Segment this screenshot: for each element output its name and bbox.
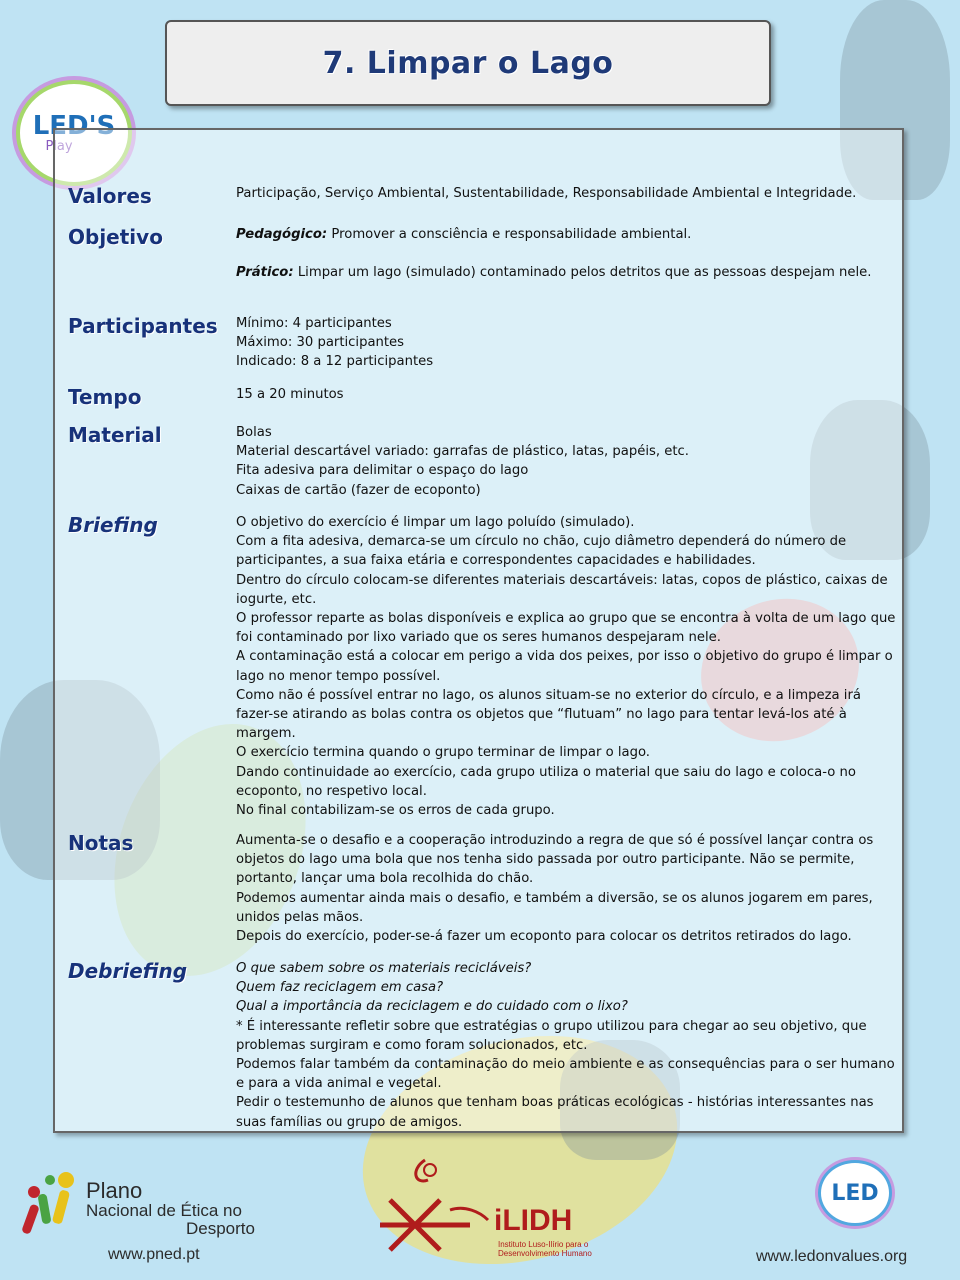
debriefing-question: O que sabem sobre os materiais recicláveis? (236, 961, 532, 976)
participantes-label: Participantes (68, 314, 218, 338)
pned-line3: Desporto (186, 1219, 255, 1238)
debriefing-line: Pedir o testemunho de alunos que tenham boas práticas ecológicas - histórias interessantes nas suas famílias ou grupo de amigos. (236, 1095, 874, 1130)
valores-text: Participação, Serviço Ambiental, Sustentabilidade, Responsabilidade Ambiental e Integridade. (236, 186, 857, 201)
briefing-label: Briefing (68, 513, 158, 537)
participantes-line: Mínimo: 4 participantes (236, 316, 392, 331)
objetivo-content (236, 225, 900, 282)
briefing-line: No final contabilizam-se os erros de cada grupo. (236, 803, 555, 819)
pedagogico-text: Promover a consciência e responsabilidade ambiental. (327, 227, 692, 242)
title-box (165, 20, 771, 106)
tempo-label: Tempo (68, 385, 142, 409)
material-line: Material descartável variado: garrafas de plástico, latas, papéis, etc. (236, 444, 689, 460)
pned-name (86, 1180, 255, 1238)
briefing-line: Dando continuidade ao exercício, cada grupo utiliza o material que saiu do lago e coloca-o no ecoponto, no respetivo local. (236, 764, 856, 799)
page-title: 7. Limpar o Lago (322, 45, 614, 81)
leds-logo-sub: Play (45, 138, 73, 154)
ilidh-logo-icon (370, 1150, 490, 1262)
notas-line: Depois do exercício, poder-se-á fazer um ecoponto para colocar os detritos retirados do lago. (236, 929, 852, 945)
led-logo-name: LED (831, 1180, 879, 1206)
notas-label: Notas (68, 831, 134, 855)
tempo-text: 15 a 20 minutos (236, 387, 344, 402)
notas-line: Aumenta-se o desafio e a cooperação introduzindo a regra de que só é possível lançar contra os objetos do lago uma bola que nos tenha sido passada por outro participante. Não se permite, portanto, lançar uma bola recolhida do chão. (236, 833, 874, 887)
material-line: Bolas (236, 425, 272, 440)
pratico-text: Limpar um lago (simulado) contaminado pelos detritos que as pessoas despejam nele. (293, 265, 872, 281)
led-on-values-logo (818, 1160, 892, 1226)
participantes-line: Máximo: 30 participantes (236, 335, 405, 351)
debriefing-question: Qual a importância da reciclagem e do cuidado com o lixo? (236, 999, 628, 1015)
ilidh-name: iLIDH (494, 1204, 573, 1237)
material-line: Fita adesiva para delimitar o espaço do lago (236, 463, 529, 479)
debriefing-line: Podemos falar também da contaminação do meio ambiente e as consequências para o ser humano e para a vida animal e vegetal. (236, 1057, 895, 1092)
pned-url: www.pned.pt (108, 1246, 200, 1263)
objetivo-label: Objetivo (68, 225, 163, 249)
debriefing-content (236, 959, 900, 1132)
pned-line2: Nacional de Ética no (86, 1201, 242, 1220)
debriefing-label: Debriefing (68, 959, 188, 983)
briefing-line: A contaminação está a colocar em perigo a vida dos peixes, por isso o objetivo do grupo é limpar o lago no menor tempo possível. (236, 649, 893, 684)
leds-logo-name: LED'S (32, 110, 116, 141)
debriefing-question: Quem faz reciclagem em casa? (236, 980, 444, 996)
pratico-label: Prático: (236, 265, 294, 281)
objetivo-pedagogico (236, 225, 900, 244)
led-url: www.ledonvalues.org (756, 1248, 908, 1265)
material-label: Material (68, 423, 162, 447)
valores-label: Valores (68, 184, 152, 208)
pned-logo-icon (20, 1170, 84, 1242)
participantes-content (236, 314, 900, 372)
pned-line1: Plano (86, 1178, 143, 1203)
participantes-line: Indicado: 8 a 12 participantes (236, 354, 434, 370)
briefing-line: Com a fita adesiva, demarca-se um círculo no chão, cujo diâmetro dependerá do número de participantes, a sua faixa etária e correspondentes capacidades e habilidades. (236, 534, 847, 569)
notas-content (236, 831, 900, 946)
valores-content (236, 184, 900, 203)
briefing-line: O professor reparte as bolas disponíveis e explica ao grupo que se encontra à volta de um lago que foi contaminado por lixo variado que os seres humanos despejaram nele. (236, 611, 896, 646)
briefing-content (236, 513, 900, 820)
debriefing-line: * É interessante refletir sobre que estratégias o grupo utilizou para chegar ao seu objetivo, que problemas surgiram e como foram solucionados, etc. (236, 1018, 867, 1053)
objetivo-pratico (236, 263, 900, 282)
briefing-line: O exercício termina quando o grupo terminar de limpar o lago. (236, 745, 651, 761)
tempo-content (236, 385, 900, 404)
ilidh-subtitle: Instituto Luso-Ilírio para o Desenvolvimento Humano (498, 1240, 592, 1258)
material-line: Caixas de cartão (fazer de ecoponto) (236, 482, 481, 498)
notas-line: Podemos aumentar ainda mais o desafio, e também a diversão, se os alunos jogarem em pares, unidos pelas mãos. (236, 890, 873, 925)
briefing-line: Dentro do círculo colocam-se diferentes materiais descartáveis: latas, copos de plástico, caixas de iogurte, etc. (236, 572, 888, 607)
briefing-line: O objetivo do exercício é limpar um lago poluído (simulado). (236, 515, 635, 530)
briefing-line: Como não é possível entrar no lago, os alunos situam-se no exterior do círculo, e a limpeza irá fazer-se atirando as bolas contra os objetos que “flutuam” no lago para tentar levá-los até à margem. (236, 687, 861, 742)
material-content (236, 423, 900, 500)
pedagogico-label: Pedagógico: (236, 227, 328, 242)
